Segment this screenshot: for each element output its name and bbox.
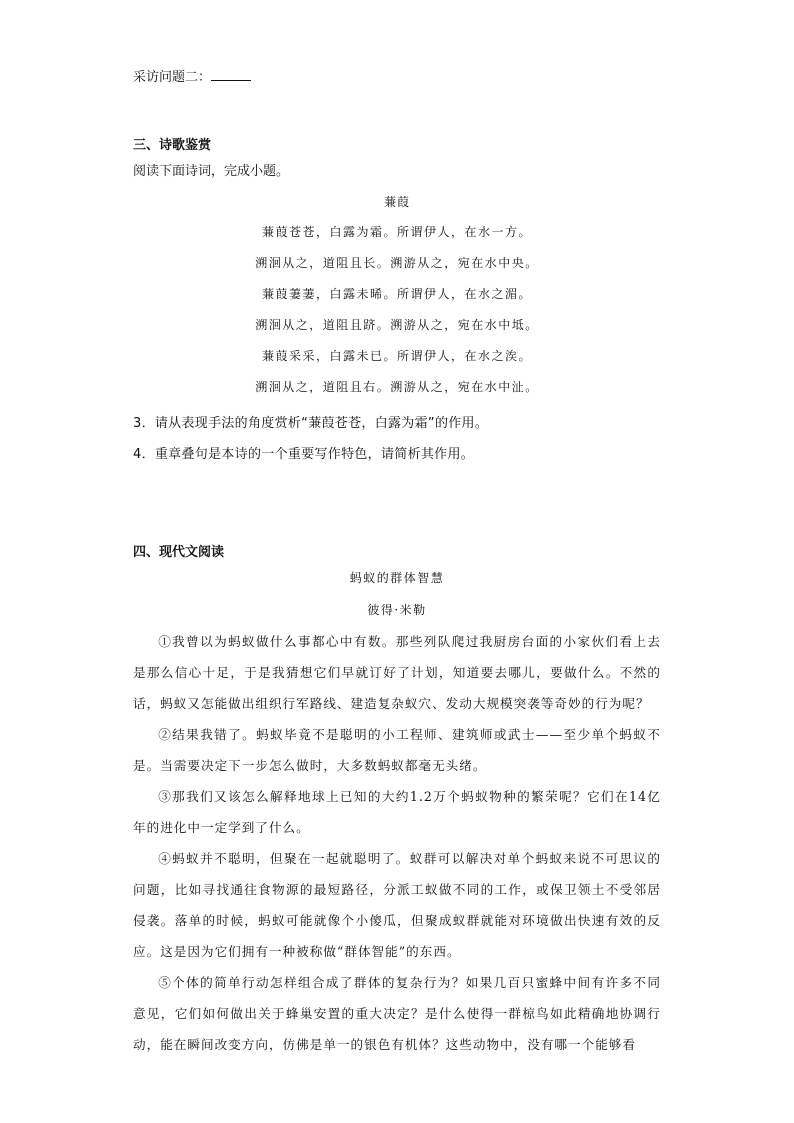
article-body — [133, 626, 661, 1060]
article-paragraph: ①我曾以为蚂蚁做什么事都心中有数。那些列队爬过我厨房台面的小家伙们看上去是那么信心十足，于是我猜想它们早就订好了计划，知道要去哪儿，要做什么。不然的话，蚂蚁又怎能做出组织行军路线、建造复杂蚁穴、发动大规模突袭等奇妙的行为呢？ — [133, 634, 661, 711]
question-3: 3．请从表现手法的角度赏析“蒹葭苍苍，白露为霜”的作用。 — [133, 416, 489, 431]
article-paragraph: ③那我们又该怎么解释地球上已知的大约1.2万个蚂蚁物种的繁荣呢？它们在14亿年的进化中一定学到了什么。 — [133, 789, 661, 835]
poem-line: 蒹葭采采，白露未已。所谓伊人，在水之涘。 — [261, 349, 532, 363]
interview-question-label: 采访问题二： — [133, 70, 212, 85]
article-paragraph: ④蚂蚁并不聪明，但聚在一起就聪明了。蚁群可以解决对单个蚂蚁来说不可思议的问题，比如寻找通往食物源的最短路径，分派工蚁做不同的工作，或保卫领土不受邻居侵袭。落单的时候，蚂蚁可能就像个小傻瓜，但聚成蚁群就能对环境做出快速有效的反应。这是因为它们拥有一种被称做“群体智能”的东西。 — [133, 851, 661, 959]
article-title: 蚂蚁的群体智慧 — [349, 571, 445, 585]
section-heading-poetry: 三、诗歌鉴赏 — [133, 138, 212, 153]
article-paragraph: ⑤个体的简单行动怎样组合成了群体的复杂行为？如果几百只蜜蜂中间有许多不同意见，它们如何做出关于蜂巢安置的重大决定？是什么使得一群椋鸟如此精确地协调行动，能在瞬间改变方向，仿佛是单一的银色有机体？这些动物中，没有哪一个能够看 — [133, 975, 661, 1052]
poem-body — [0, 224, 794, 410]
article-paragraph: ②结果我错了。蚂蚁毕竟不是聪明的小工程师、建筑师或武士——至少单个蚂蚁不是。当需要决定下一步怎么做时，大多数蚂蚁都毫无头绪。 — [133, 727, 661, 773]
section-heading-modern: 四、现代文阅读 — [133, 545, 225, 560]
poem-line: 溯洄从之，道阻且跻。溯游从之，宛在水中坻。 — [255, 318, 539, 332]
article-author: 彼得·米勒 — [367, 603, 427, 617]
answer-blank[interactable] — [211, 68, 251, 81]
poem-title: 蒹葭 — [383, 195, 410, 209]
poem-line: 溯洄从之，道阻且右。溯游从之，宛在水中沚。 — [255, 380, 539, 394]
poem-line: 蒹葭萋萋，白露未晞。所谓伊人，在水之湄。 — [261, 287, 532, 301]
poem-line: 溯洄从之，道阻且长。溯游从之，宛在水中央。 — [255, 256, 539, 270]
question-4: 4．重章叠句是本诗的一个重要写作特色，请简析其作用。 — [133, 447, 475, 462]
poem-line: 蒹葭苍苍，白露为霜。所谓伊人，在水一方。 — [261, 225, 532, 239]
poetry-instruction: 阅读下面诗词，完成小题。 — [133, 164, 290, 179]
interview-question-line — [133, 66, 251, 85]
